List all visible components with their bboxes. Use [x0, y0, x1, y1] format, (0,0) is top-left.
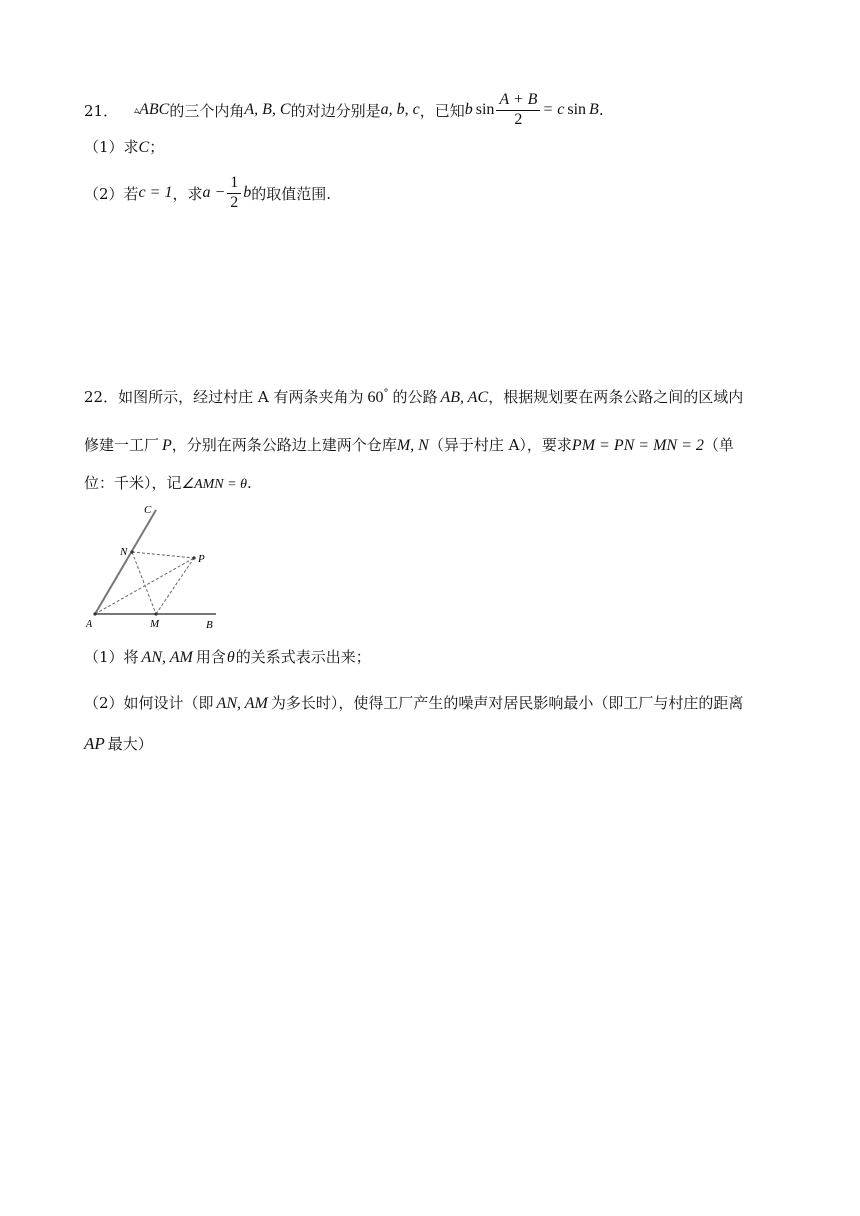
segment-MP	[156, 558, 194, 614]
q22-part1-c: 的关系式表示出来；	[235, 648, 371, 666]
q21-part2-label: （2）若	[84, 184, 139, 203]
segment-AP	[95, 558, 194, 614]
road-AC	[95, 510, 156, 614]
q22-P: P	[162, 437, 172, 454]
q21-part2-end: 的取值范围.	[251, 184, 332, 203]
q22-part2-line1	[84, 692, 743, 713]
q21-part1-label: （1）求	[84, 138, 139, 156]
q21-part2-a: a −	[202, 184, 226, 201]
q21-eq-sin: sin	[475, 101, 495, 118]
q22-part2-b: 为多长时），使得工厂产生的噪声对居民影响最小（即工厂与村庄的距离	[270, 694, 744, 712]
q22-line2-c: （异于村庄 A），要求	[428, 436, 572, 454]
q22-line2	[84, 434, 734, 455]
segment-NP	[132, 552, 194, 558]
q21-number: 21．	[84, 101, 119, 120]
q21-eq-end: .	[598, 101, 604, 119]
q22-line1	[84, 386, 743, 407]
q22-text-3: ，根据规划要在两条公路之间的区域内	[488, 388, 744, 406]
q21-text-2: 的对边分别是	[290, 101, 381, 120]
q22-MN: M, N	[396, 437, 429, 454]
q21-part1-end: ；	[149, 138, 165, 156]
q21-part2	[84, 172, 331, 214]
q21-part2-frac-den: 2	[230, 193, 239, 211]
label-B: B	[206, 619, 213, 631]
q21-part2-text: ，求	[172, 184, 203, 203]
q22-part2-AP: AP	[84, 734, 105, 753]
q22-part2-line2	[84, 733, 153, 754]
q22-condition: PM = PN = MN = 2	[571, 437, 704, 454]
q21-part1-var: C	[138, 139, 150, 156]
q22-angle-def: ∠AMN = θ	[181, 477, 247, 492]
q22-part1-a: （1）将	[84, 648, 139, 666]
q22-part1-theta: θ	[226, 649, 235, 666]
q21-part2-frac-num: 1	[227, 175, 241, 194]
q22-part1-vars: AN, AM	[141, 649, 193, 666]
label-A: A	[86, 619, 93, 630]
q22-degree: °	[383, 388, 389, 399]
q21-part1	[84, 136, 164, 157]
label-P: P	[198, 553, 205, 565]
q22-line2-d: （单	[703, 436, 734, 454]
q22-text-2: 的公路	[392, 388, 438, 406]
q22-part2-c: 最大）	[107, 735, 153, 753]
point-A	[93, 612, 96, 615]
q21-angles: A, B, C	[244, 101, 291, 118]
q22-part2-a: （2）如何设计（即	[84, 694, 214, 712]
q21-part2-b: b	[243, 184, 252, 201]
q22-roads: AB, AC	[440, 389, 489, 406]
q22-line3-a: 位：千米），记	[84, 474, 182, 492]
q21-text-1: 的三个内角	[169, 101, 245, 120]
segment-NM	[132, 552, 156, 614]
q21-line1	[84, 90, 604, 130]
q22-part1	[84, 646, 371, 667]
q21-sides: a, b, c	[380, 101, 420, 118]
point-M	[154, 612, 157, 615]
q22-angle: 60	[367, 389, 384, 406]
q22-text-1: 如图所示，经过村庄 A 有两条夹角为	[118, 388, 364, 406]
q21-text-3: ，已知	[419, 101, 465, 120]
q21-eq-sin2: sin	[567, 101, 587, 118]
geometry-figure	[80, 500, 230, 635]
label-M: M	[150, 618, 160, 630]
label-N: N	[120, 546, 128, 558]
triangle-symbol: ▵	[134, 104, 140, 116]
q21-fraction	[496, 92, 540, 129]
q21-part2-cond: c = 1	[138, 184, 173, 201]
q22-number: 22．	[84, 388, 119, 406]
q21-frac-denominator: 2	[514, 110, 523, 128]
q21-eq-b: b	[464, 101, 473, 118]
q22-line2-b: ，分别在两条公路边上建两个仓库	[171, 436, 397, 454]
q22-part1-b: 用含	[195, 648, 226, 666]
q21-part2-fraction	[227, 175, 241, 212]
q22-line3	[84, 472, 252, 493]
q22-line3-end: .	[246, 474, 252, 492]
point-P	[192, 556, 195, 559]
q21-eq-B: B	[589, 101, 599, 118]
q22-line2-a: 修建一工厂	[84, 436, 160, 454]
q22-part2-vars: AN, AM	[216, 695, 268, 712]
point-N	[130, 550, 133, 553]
q21-frac-numerator: A + B	[496, 92, 540, 111]
q21-eq-rhs: = c	[542, 101, 565, 118]
label-C: C	[144, 504, 152, 516]
q21-triangle-name: ABC	[139, 101, 170, 118]
